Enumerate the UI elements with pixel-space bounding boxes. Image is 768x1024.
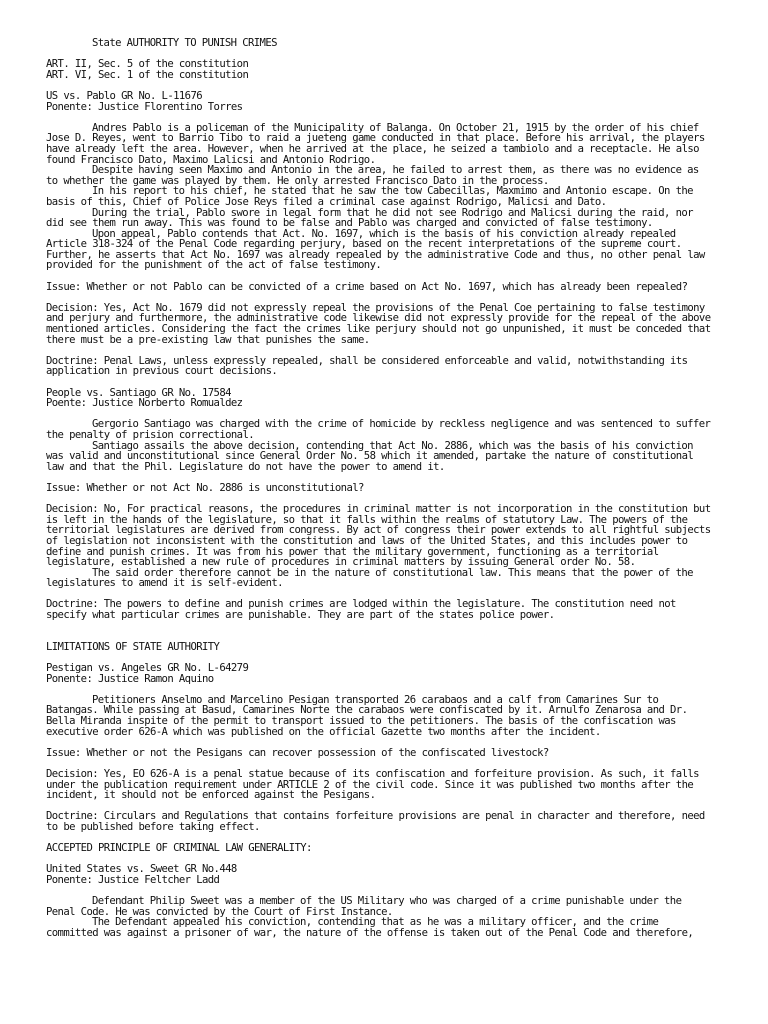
constitution-ref-1: ART. II, Sec. 5 of the constitution xyxy=(46,58,249,71)
body-line: Penal Code. He was convicted by the Court of First Instance. xyxy=(46,905,393,918)
decision-line: territorial legislatures are derived from congress. By act of congress their power extends to all rightful subjects xyxy=(46,524,711,537)
case-heading: Pestigan vs. Angeles GR No. L-64279 xyxy=(46,662,249,675)
body-line: In his report to his chief, he stated that he saw the tow Cabecillas, Maxmimo and Antonio escape. On the xyxy=(92,185,693,198)
body-line: Article 318-324 of the Penal Code regarding perjury, based on the recent interpretations of the supreme court. xyxy=(46,238,682,251)
body-line: did see them run away. This was found to be false and Pablo was charged and convicted of false testimony. xyxy=(46,217,653,230)
body-line: Bella Miranda inspite of the permit to transport issued to the petitioners. The basis of the confiscation was xyxy=(46,715,676,727)
section-title-limitations: LIMITATIONS OF STATE AUTHORITY xyxy=(46,640,220,653)
decision-line: incident, it should not be enforced against the Pesigans. xyxy=(46,789,376,802)
decision-line: and perjury and furthermore, the administrative code likewise did not expressly provide for the repeal of the above xyxy=(46,312,711,325)
body-line: law and that the Phil. Legislature do not have the power to amend it. xyxy=(46,460,445,473)
body-line: Defendant Philip Sweet was a member of the US Military who was charged of a crime punishable under the xyxy=(92,895,682,908)
body-line: basis of this, Chief of Police Jose Reys filed a criminal case against Rodrigo, Malicsi and Dato. xyxy=(46,195,607,208)
decision-line: legislature, established a new rule of procedures in criminal matters by issuing General order No. 58. xyxy=(46,556,636,569)
body-line: provided for the punishment of the act of false testimony. xyxy=(46,259,382,272)
decision-line: Decision: No, For practical reasons, the procedures in criminal matter is not incorporation in the constitution but xyxy=(46,503,711,516)
case-issue: Issue: Whether or not Pablo can be convicted of a crime based on Act No. 1697, which has already been repealed? xyxy=(46,280,688,293)
doctrine-line: to be published before taking effect. xyxy=(46,820,260,833)
doctrine-line: Doctrine: The powers to define and punish crimes are lodged within the legislature. The constitution need not xyxy=(46,598,676,611)
decision-line: there must be a pre-existing law that punishes the same. xyxy=(46,333,370,346)
decision-line: of legislation not inconsistent with the constitution and laws of the United States, and this includes power to xyxy=(46,534,688,547)
case-heading: People vs. Santiago GR No. 17584 xyxy=(46,386,231,399)
body-line: Andres Pablo is a policeman of the Municipality of Balanga. On October 21, 1915 by the order of his chief xyxy=(92,121,699,134)
doctrine-line: Doctrine: Circulars and Regulations that contains forfeiture provisions are penal in character and therefore, need xyxy=(46,810,705,823)
body-line: Further, he asserts that Act No. 1697 was already repealed by the administrative Code and thus, no other penal law xyxy=(46,248,705,261)
doctrine-line: specify what particular crimes are punishable. They are part of the states police power. xyxy=(46,609,555,622)
case-people-vs-santiago xyxy=(46,388,722,642)
case-ponente: Ponente: Justice Florentino Torres xyxy=(46,100,243,113)
body-line: Santiago assails the above decision, contending that Act No. 2886, which was the basis of his conviction xyxy=(92,439,693,452)
decision-line: Decision: Yes, EO 626-A is a penal statue because of its confiscation and forfeiture provision. As such, it falls xyxy=(46,767,699,780)
body-line: Gergorio Santiago was charged with the crime of homicide by reckless negligence and was sentenced to suffer xyxy=(92,418,711,431)
body-line: Jose D. Reyes, went to Barrio Tibo to raid a jueteng game conducted in that place. Before his arrival, the players xyxy=(46,132,705,145)
case-ponente: Ponente: Justice Ramon Aquino xyxy=(46,672,214,685)
document-title: State AUTHORITY TO PUNISH CRIMES xyxy=(92,37,277,49)
decision-line: mentioned articles. Considering the fact the crimes like perjury should not go unpunished, it must be conceded that xyxy=(46,323,711,336)
decision-line: define and punish crimes. It was from his power that the military government, functioning as a territorial xyxy=(46,545,659,558)
decision-line: is left in the hands of the legislature, so that it falls within the realms of statutory Law. The powers of the xyxy=(46,513,688,526)
body-line: committed was against a prisoner of war, the nature of the offense is taken out of the Penal Code and therefore, xyxy=(46,926,694,939)
case-heading: US vs. Pablo GR No. L-11676 xyxy=(46,89,203,102)
body-line: Petitioners Anselmo and Marcelino Pesigan transported 26 carabaos and a calf from Camarines Sur to xyxy=(92,693,659,706)
case-heading: United States vs. Sweet GR No.448 xyxy=(46,863,237,876)
body-line: Upon appeal, Pablo contends that Act. No. 1697, which is the basis of his conviction already repealed xyxy=(92,227,676,240)
constitution-ref-2: ART. VI, Sec. 1 of the constitution xyxy=(46,68,249,81)
body-line: executive order 626-A which was published on the official Gazette two months after the incident. xyxy=(46,725,601,738)
case-pestigan-vs-angeles xyxy=(46,663,722,843)
body-line: was valid and unconstitutional since General Order No. 58 which it amended, partake the nature of constitutional xyxy=(46,450,694,463)
body-line: The Defendant appealed his conviction, contending that as he was a military officer, and the crime xyxy=(92,916,659,929)
body-line: Despite having seen Maximo and Antonio in the area, he failed to arrest them, as there was no evidence as xyxy=(92,164,699,177)
decision-line: The said order therefore cannot be in the nature of constitutional law. This means that the power of the xyxy=(92,566,693,579)
decision-line: under the publication requirement under ARTICLE 2 of the civil code. Since it was published two months after the xyxy=(46,778,694,791)
decision-line: Decision: Yes, Act No. 1679 did not expressly repeal the provisions of the Penal Coe pertaining to false testimony xyxy=(46,301,705,314)
body-line: have already left the area. However, when he arrived at the place, he seized a tambiolo and a receptacle. He also xyxy=(46,142,699,155)
body-line: the penalty of prision correctional. xyxy=(46,428,255,441)
body-line: During the trial, Pablo swore in legal form that he did not see Rodrigo and Malicsi during the raid, nor xyxy=(92,206,693,219)
body-line: Batangas. While passing at Basud, Camarines Norte the carabaos were confiscated by it. Arnulfo Zenarosa and Dr. xyxy=(46,704,688,717)
section-title-generality: ACCEPTED PRINCIPLE OF CRIMINAL LAW GENERALITY: xyxy=(46,842,312,855)
case-us-vs-sweet xyxy=(46,864,722,938)
body-line: to whether the game was played by them. He only arrested Francisco Dato in the process. xyxy=(46,174,549,187)
doctrine-line: application in previous court decisions. xyxy=(46,365,278,378)
case-issue: Issue: Whether or not the Pesigans can recover possession of the confiscated livestock? xyxy=(46,746,549,759)
case-ponente: Poente: Justice Norberto Romualdez xyxy=(46,397,243,410)
decision-line: legislatures to amend it is self-evident. xyxy=(46,577,283,590)
body-line: found Francisco Dato, Maximo Lalicsi and Antonio Rodrigo. xyxy=(46,153,376,166)
doctrine-line: Doctrine: Penal Laws, unless expressly repealed, shall be considered enforceable and valid, notwithstanding its xyxy=(46,354,688,367)
case-issue: Issue: Whether or not Act No. 2886 is unconstitutional? xyxy=(46,481,364,494)
case-ponente: Ponente: Justice Feltcher Ladd xyxy=(46,873,220,886)
case-us-vs-pablo xyxy=(46,91,722,388)
